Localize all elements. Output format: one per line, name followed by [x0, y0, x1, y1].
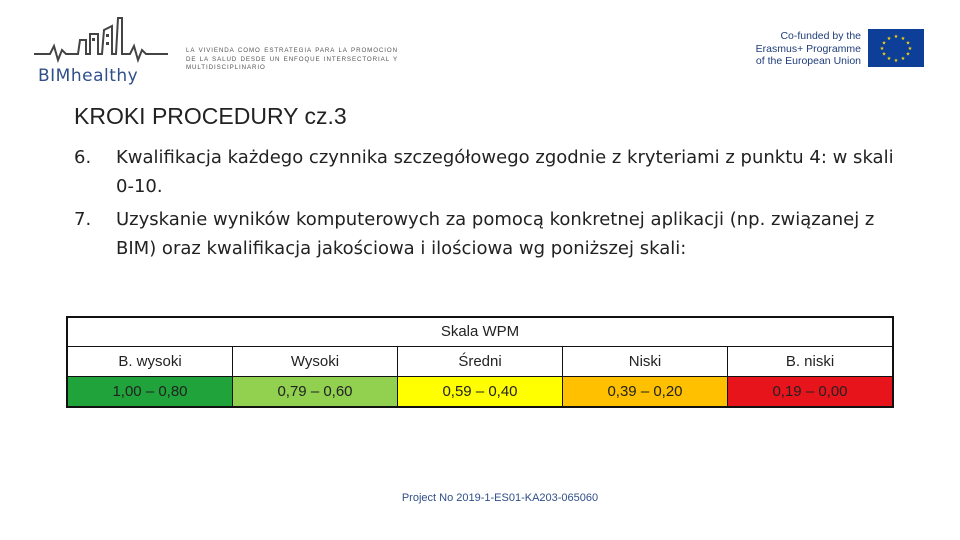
- wpm-scale-table: [66, 316, 894, 408]
- cofund-line: Erasmus+ Programme: [755, 42, 861, 55]
- svg-text:★: ★: [905, 51, 911, 58]
- list-item: [74, 205, 904, 263]
- table-cell: B. wysoki: [118, 353, 182, 370]
- svg-text:★: ★: [907, 46, 913, 52]
- cofund-line: of the European Union: [755, 55, 861, 67]
- step-text: Kwalifikacja każdego czynnika szczegółowego zgodnie z kryteriami z punktu 4: w skali 0-10.: [116, 147, 894, 197]
- svg-text:★: ★: [886, 36, 892, 42]
- svg-text:★: ★: [900, 36, 906, 42]
- bimhealthy-logo: [32, 16, 172, 86]
- table-cell: 1,00 – 0,80: [68, 377, 232, 406]
- svg-text:★: ★: [881, 40, 887, 47]
- svg-text:★: ★: [881, 51, 887, 58]
- svg-text:★: ★: [900, 56, 906, 62]
- logo-text: BIMhealthy: [38, 66, 139, 86]
- eu-flag-icon: [868, 29, 924, 67]
- svg-text:★: ★: [893, 34, 899, 40]
- heartbeat-city-icon: [32, 16, 172, 68]
- step-number: 6.: [74, 147, 92, 168]
- svg-text:★: ★: [886, 56, 892, 62]
- table-cell: 0,79 – 0,60: [232, 377, 397, 406]
- table-cell: Średni: [397, 347, 562, 376]
- svg-text:★: ★: [879, 46, 885, 52]
- svg-text:★: ★: [905, 40, 911, 47]
- table-cell: Wysoki: [232, 347, 397, 376]
- table-row: [68, 347, 892, 376]
- slide-title: KROKI PROCEDURY cz.3: [74, 103, 347, 129]
- table-row: [68, 376, 892, 406]
- table-header: Skala WPM: [68, 318, 892, 347]
- procedure-steps: [74, 143, 904, 267]
- table-cell: B. niski: [727, 347, 892, 376]
- table-cell: Niski: [562, 347, 727, 376]
- table-cell: 0,59 – 0,40: [397, 377, 562, 406]
- list-item: [74, 143, 904, 201]
- step-number: 7.: [74, 209, 92, 230]
- cofund-text: [736, 30, 861, 68]
- project-tagline: LA VIVIENDA COMO ESTRATEGIA PARA LA PROMOCION DE LA SALUD DESDE UN ENFOQUE INTERSECTORIAL Y MULTIDISCIPLINARIO: [186, 47, 398, 72]
- table-cell: 0,19 – 0,00: [727, 377, 892, 406]
- step-text: Uzyskanie wyników komputerowych za pomocą konkretnej aplikacji (np. związanej z BIM) oraz kwalifikacja jakościowa i ilościowa wg poniższej skali:: [116, 209, 875, 259]
- table-cell: 0,39 – 0,20: [562, 377, 727, 406]
- project-number: Project No 2019-1-ES01-KA203-065060: [401, 492, 599, 504]
- svg-text:★: ★: [893, 58, 899, 64]
- cofund-line: Co-funded by the: [780, 30, 861, 42]
